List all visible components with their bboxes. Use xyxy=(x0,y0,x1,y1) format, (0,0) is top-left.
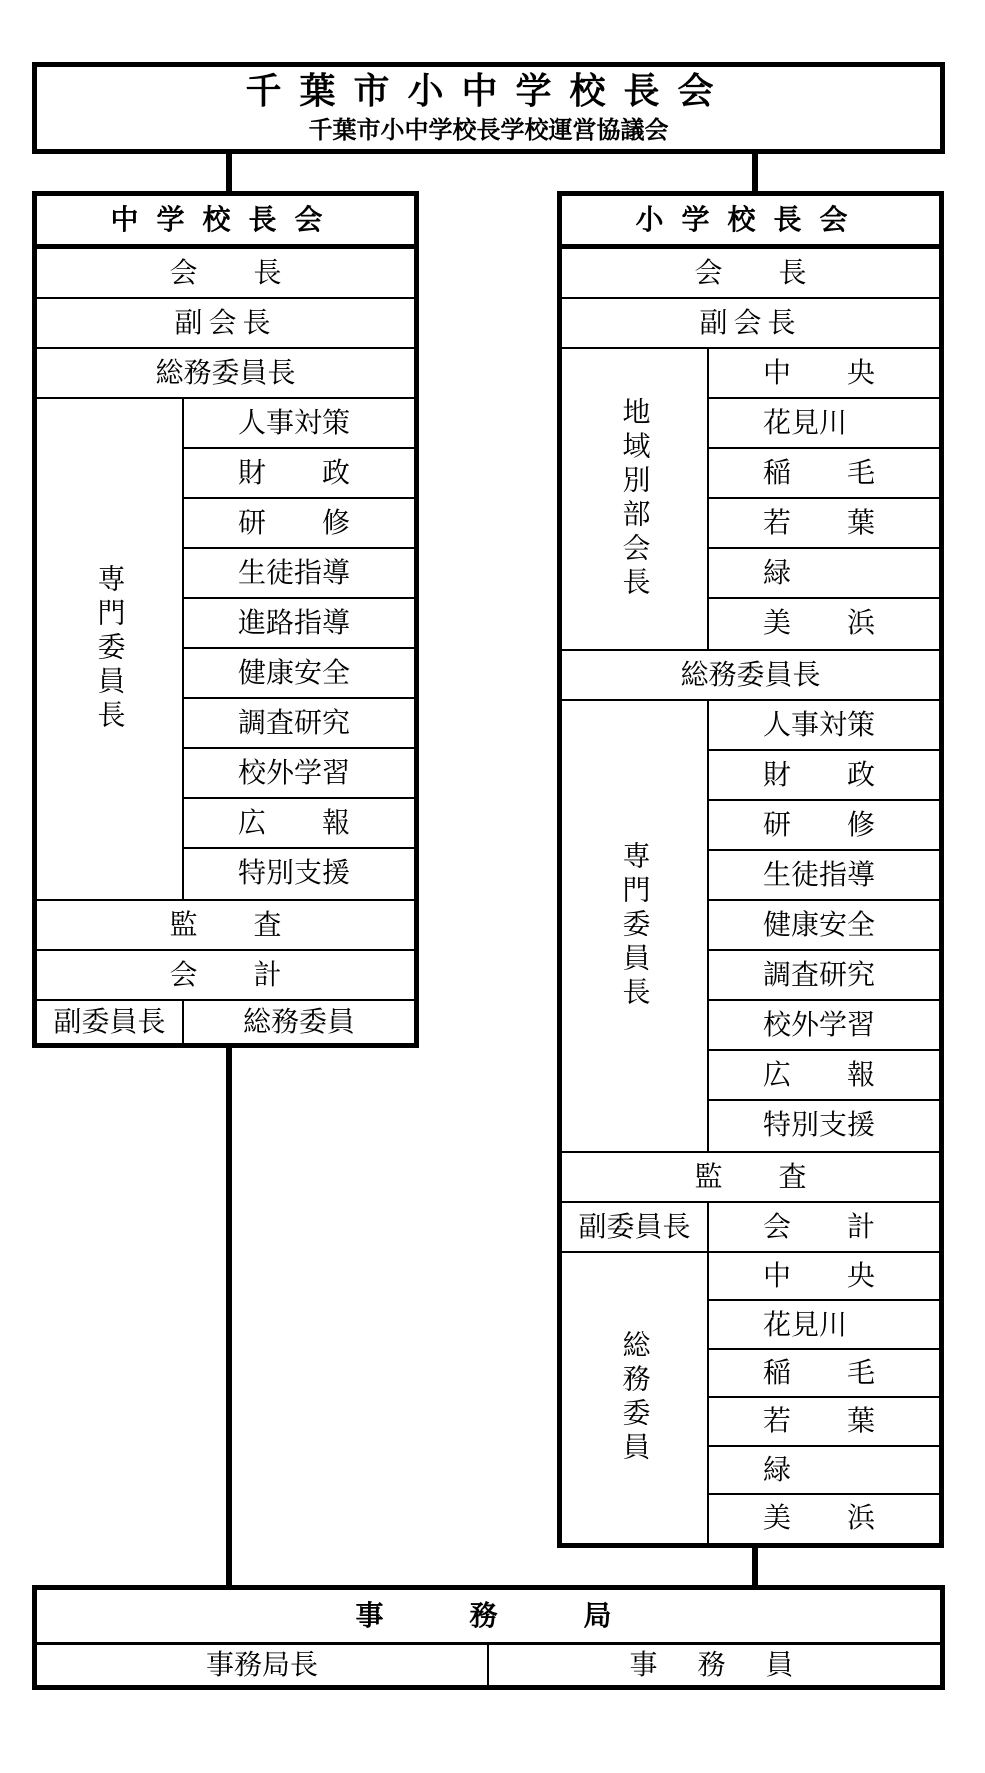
el-region-item: 美 浜 xyxy=(763,606,876,639)
el-member-item: 花見川 xyxy=(763,1307,848,1341)
association-header-box xyxy=(32,62,945,154)
el-member-item: 稲 毛 xyxy=(763,1355,876,1389)
el-committee-item: 研 修 xyxy=(763,808,876,841)
el-general-member-label: 総務委員 xyxy=(618,1330,652,1466)
el-region-label: 地域別部会長 xyxy=(618,397,652,601)
el-committee-item: 校外学習 xyxy=(763,1008,876,1041)
elementary-principals-box xyxy=(557,191,944,1548)
connector-right-bottom xyxy=(752,1548,758,1585)
junior-high-principals-box xyxy=(32,191,419,1048)
connector-top-right xyxy=(752,154,758,191)
secretariat-staff: 事 務 員 xyxy=(629,1648,800,1681)
jh-committee-item: 校外学習 xyxy=(238,756,351,789)
el-committee-item: 人事対策 xyxy=(763,708,876,741)
jh-committee-item: 調査研究 xyxy=(238,706,351,739)
el-committee-item: 健康安全 xyxy=(763,908,876,941)
jh-specialist-label: 専門委員長 xyxy=(93,564,127,734)
jh-committee-item: 研 修 xyxy=(238,506,351,539)
el-region-item: 中 央 xyxy=(763,356,876,389)
el-committee-item: 特別支援 xyxy=(763,1108,876,1141)
association-subtitle: 千葉市小中学校長学校運営協議会 xyxy=(308,116,669,144)
el-committee-item: 財 政 xyxy=(763,758,876,791)
jh-general-chair: 総務委員長 xyxy=(155,356,296,389)
el-member-item: 緑 xyxy=(763,1452,792,1486)
secretariat-head: 事務局長 xyxy=(205,1648,318,1681)
jh-accounting: 会 計 xyxy=(169,958,282,991)
el-accounting-text: 会 計 xyxy=(763,1210,876,1243)
jh-committee-item: 生徒指導 xyxy=(238,556,351,589)
el-region-item: 稲 毛 xyxy=(763,456,876,489)
association-title: 千葉市小中学校長会 xyxy=(245,71,732,112)
jh-committee-item: 進路指導 xyxy=(238,606,351,639)
jh-committee-item: 健康安全 xyxy=(238,656,351,689)
jh-committee-item: 広 報 xyxy=(238,806,351,839)
el-president: 会 長 xyxy=(694,256,807,289)
el-committee-item: 広 報 xyxy=(763,1058,876,1091)
el-region-item: 緑 xyxy=(763,556,792,589)
jh-committee-item: 人事対策 xyxy=(238,406,351,439)
el-committee-item: 調査研究 xyxy=(763,958,876,991)
el-region-item: 花見川 xyxy=(763,406,848,439)
jh-general-member: 総務委員 xyxy=(242,1005,355,1038)
connector-left-bottom xyxy=(226,1048,232,1585)
el-member-item: 美 浜 xyxy=(763,1501,876,1535)
el-general-chair: 総務委員長 xyxy=(680,658,821,691)
el-member-item: 若 葉 xyxy=(763,1404,876,1438)
jh-president: 会 長 xyxy=(169,256,282,289)
jh-vice-president: 副会長 xyxy=(174,306,277,339)
el-audit: 監 査 xyxy=(694,1160,807,1193)
el-specialist-label: 専門委員長 xyxy=(618,841,652,1011)
el-region-item: 若 葉 xyxy=(763,506,876,539)
el-vice-chair: 副委員長 xyxy=(578,1210,691,1243)
el-vice-president: 副会長 xyxy=(699,306,802,339)
secretariat-box xyxy=(32,1585,945,1690)
jh-vice-chair: 副委員長 xyxy=(53,1005,166,1038)
el-accounting xyxy=(709,1203,939,1251)
jh-header: 中学校長会 xyxy=(110,203,341,236)
jh-audit: 監 査 xyxy=(169,908,282,941)
jh-committee-item: 特別支援 xyxy=(238,856,351,889)
el-member-item: 中 央 xyxy=(763,1259,876,1293)
el-header: 小学校長会 xyxy=(635,203,866,236)
jh-committee-item: 財 政 xyxy=(238,456,351,489)
el-committee-item: 生徒指導 xyxy=(763,858,876,891)
secretariat-header: 事 務 局 xyxy=(355,1599,622,1632)
connector-top-left xyxy=(226,154,232,191)
